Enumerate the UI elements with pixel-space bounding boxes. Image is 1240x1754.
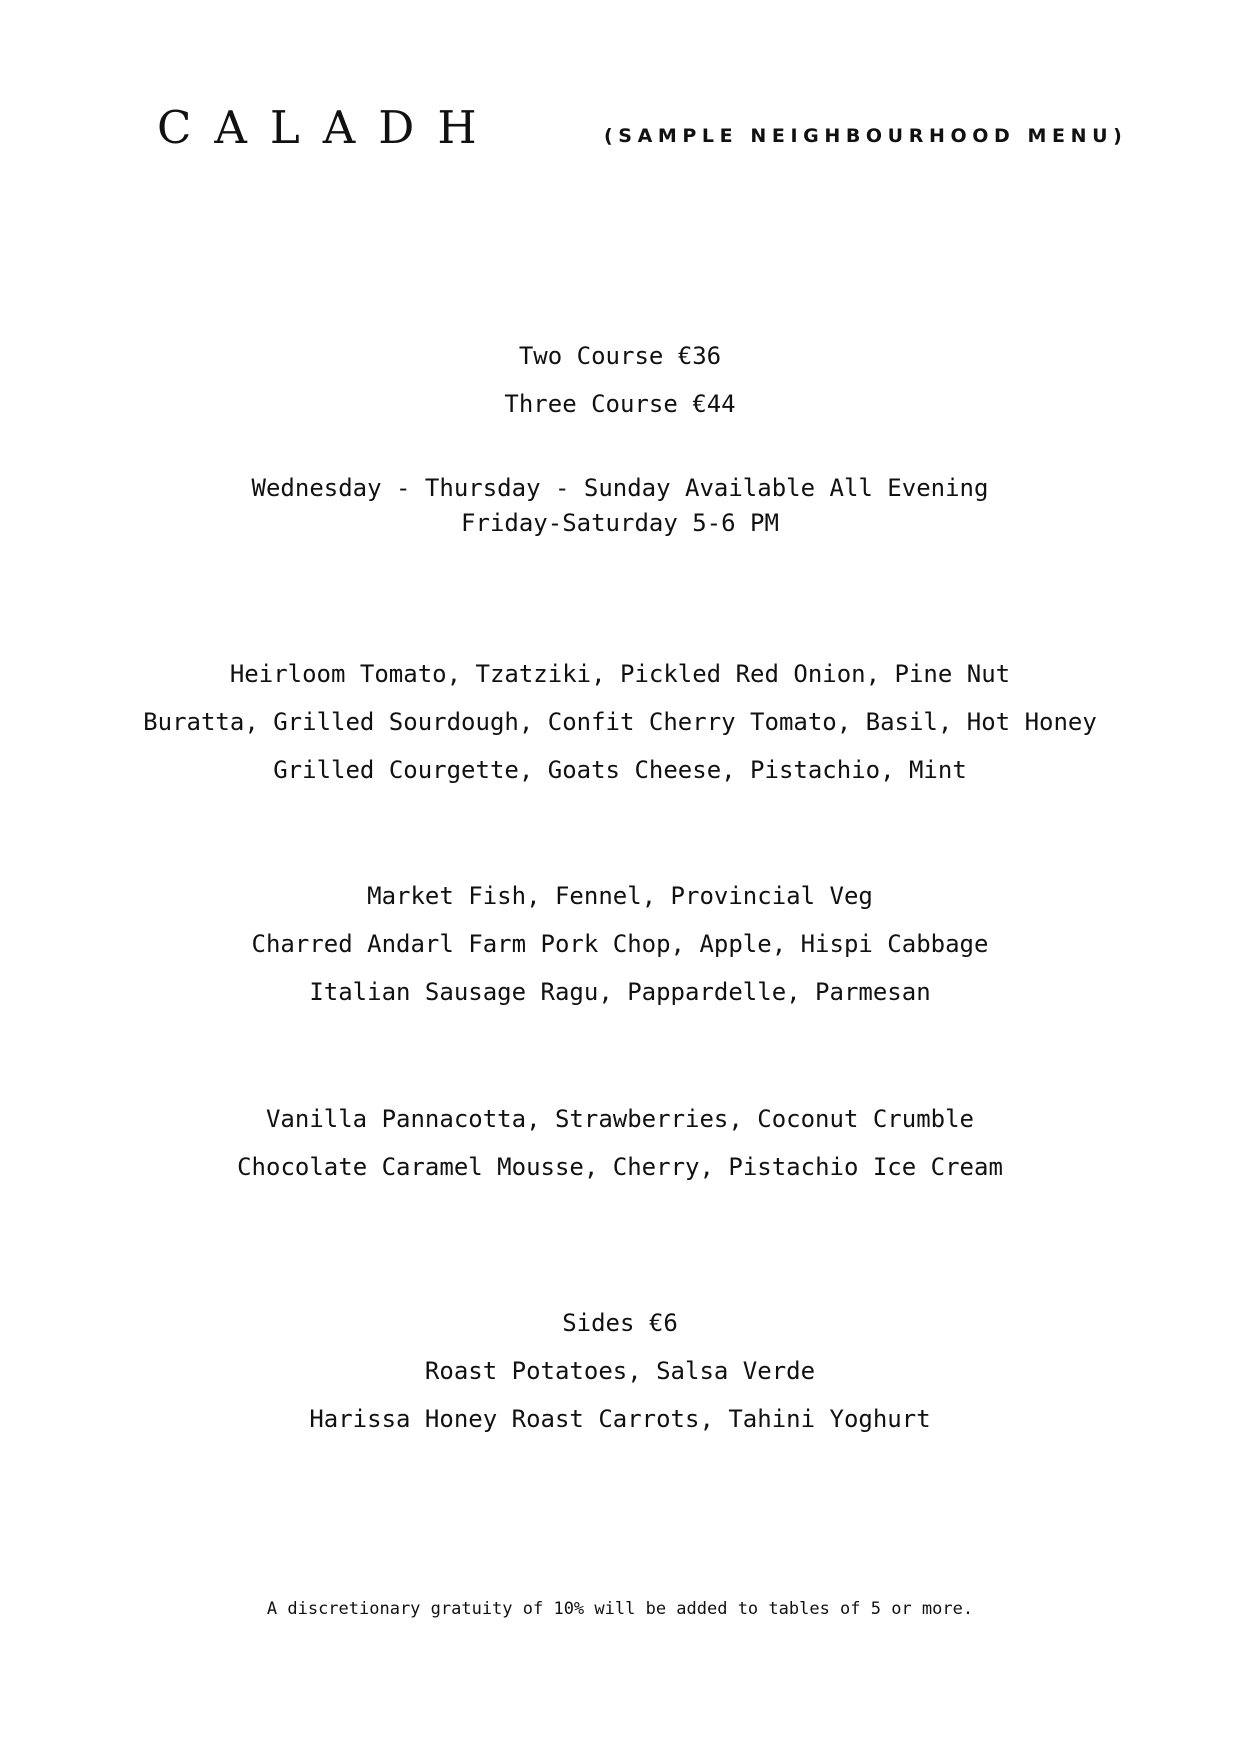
- sides-title: Sides €6: [562, 1309, 678, 1337]
- menu-item: Market Fish, Fennel, Provincial Veg: [367, 882, 873, 910]
- menu-item: Grilled Courgette, Goats Cheese, Pistachio, Mint: [273, 756, 967, 784]
- menu-subtitle: (SAMPLE NEIGHBOURHOOD MENU): [604, 125, 1128, 147]
- menu-item: Buratta, Grilled Sourdough, Confit Cherry Tomato, Basil, Hot Honey: [143, 708, 1097, 736]
- two-course-price: Two Course €36: [518, 342, 722, 370]
- three-course-price: Three Course €44: [504, 390, 736, 418]
- menu-item: Charred Andarl Farm Pork Chop, Apple, Hispi Cabbage: [251, 930, 989, 958]
- menu-item: Chocolate Caramel Mousse, Cherry, Pistachio Ice Cream: [237, 1153, 1003, 1181]
- menu-item: Vanilla Pannacotta, Strawberries, Coconut Crumble: [265, 1105, 974, 1133]
- availability-weekdays: Wednesday - Thursday - Sunday Available All Evening: [251, 474, 989, 502]
- gratuity-note: A discretionary gratuity of 10% will be added to tables of 5 or more.: [266, 1599, 974, 1619]
- restaurant-logo: CALADH: [157, 101, 500, 154]
- menu-item: Harissa Honey Roast Carrots, Tahini Yoghurt: [309, 1405, 931, 1433]
- menu-header: [0, 0, 1240, 200]
- availability-weekend: Friday-Saturday 5-6 PM: [461, 509, 779, 537]
- menu-item: Roast Potatoes, Salsa Verde: [424, 1357, 816, 1385]
- menu-item: Heirloom Tomato, Tzatziki, Pickled Red Onion, Pine Nut: [229, 660, 1011, 688]
- menu-item: Italian Sausage Ragu, Pappardelle, Parmesan: [309, 978, 931, 1006]
